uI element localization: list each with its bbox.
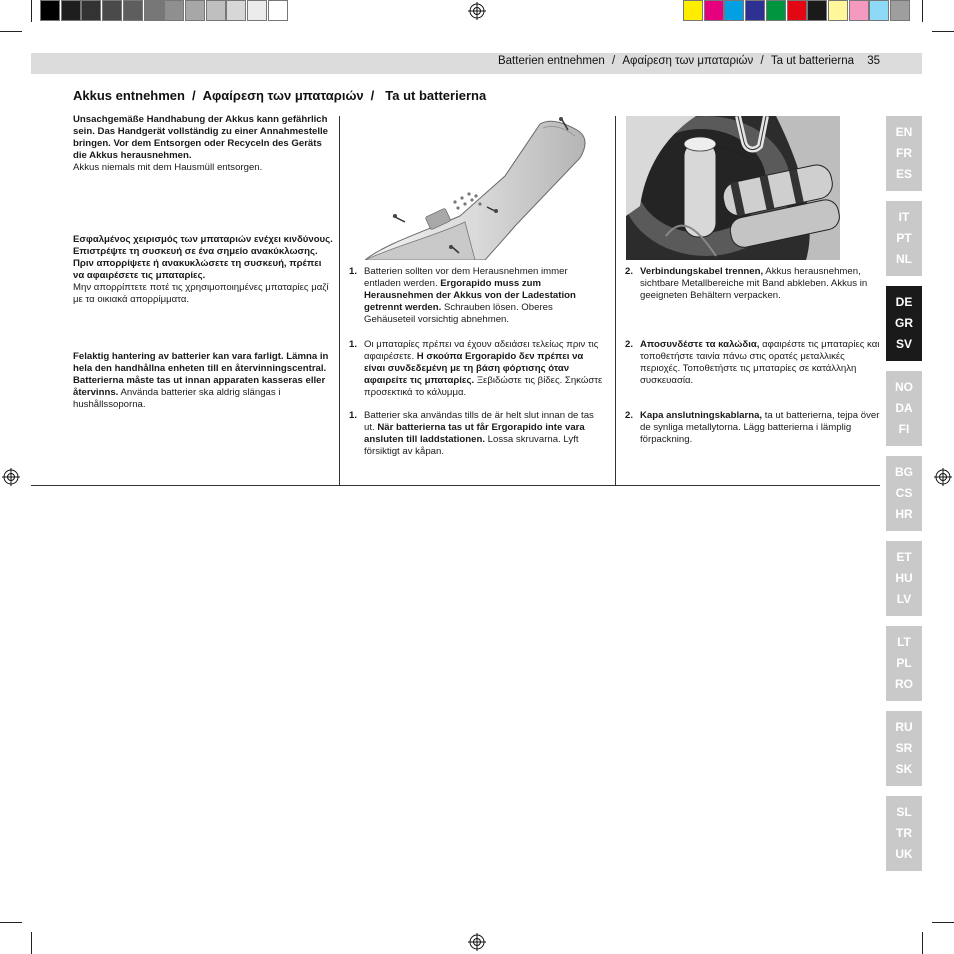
step-1-sv xyxy=(349,410,604,472)
language-tab-group[interactable] xyxy=(886,116,922,191)
grayscale-swatch xyxy=(185,0,205,21)
language-code-fi[interactable]: FI xyxy=(898,422,910,436)
grayscale-swatch xyxy=(102,0,122,21)
grayscale-swatch xyxy=(123,0,143,21)
step-text xyxy=(364,266,604,326)
language-code-lv[interactable]: LV xyxy=(896,592,912,606)
step-2-de xyxy=(625,266,883,328)
grayscale-swatch xyxy=(144,0,164,21)
step-text-normal: Schrauben lösen. Oberes Gehäuseteil vorsichtig abnehmen. xyxy=(364,302,553,325)
step-1-de xyxy=(349,266,604,328)
step-number: 2. xyxy=(625,266,634,277)
breadcrumb-sv: Ta ut batterierna xyxy=(770,55,854,67)
step-text-bold: Αποσυνδέστε τα καλώδια, xyxy=(640,339,760,350)
warning-gr-normal: Μην απορρίπτετε ποτέ τις χρησιμοποιημένες μπαταρίες μαζί με τα οικιακά απορρίμματα. xyxy=(73,282,329,305)
step-text-bold: Kapa anslutningskablarna, xyxy=(640,410,763,421)
warning-sv-normal: Använda batterier ska aldrig slängas i hushållssoporna. xyxy=(73,387,281,410)
step-number: 2. xyxy=(625,410,634,421)
language-code-it[interactable]: IT xyxy=(898,210,910,224)
breadcrumb-separator: / xyxy=(611,55,616,67)
step-text xyxy=(640,266,880,302)
language-code-sv[interactable]: SV xyxy=(895,337,912,351)
crop-mark xyxy=(0,922,22,923)
title-separator: / xyxy=(191,88,196,103)
step-number: 2. xyxy=(625,339,634,350)
step-text-normal: Οι μπαταρίες πρέπει να έχουν αδειάσει τελείως πριν τις αφαιρέσετε. xyxy=(364,339,599,362)
column-divider xyxy=(615,116,616,486)
crop-mark xyxy=(922,932,923,954)
registration-mark-icon xyxy=(934,468,952,486)
step-text-bold: Η σκούπα Ergorapido δεν πρέπει να είναι συνδεδεμένη με τη βάση φόρτισης όταν αφαιρείτε τις μπαταρίες. xyxy=(364,351,584,386)
warning-de xyxy=(73,114,335,174)
step-text-normal: αφαιρέστε τις μπαταρίες και τοποθετήστε ταινία πάνω στις ορατές μεταλλικές περιοχές. Τοποθετήστε τις μπαταρίες σε κατάλληλη συσκευασία. xyxy=(640,339,880,386)
step-number: 1. xyxy=(349,339,358,350)
step-text-normal: Batterier ska användas tills de är helt slut innan de tas ut. xyxy=(364,410,594,433)
step-2-sv xyxy=(625,410,883,472)
section-bottom-rule xyxy=(31,485,880,486)
illustration-unscrew-cover xyxy=(365,116,610,260)
language-code-pt[interactable]: PT xyxy=(896,231,912,245)
warning-de-bold: Unsachgemäße Handhabung der Akkus kann gefährlich sein. Das Handgerät vollständig zu einer Annahmestelle bringen. Vor dem Entsorgen oder Recyceln des Geräts die Akkus herausnehmen. xyxy=(73,114,329,161)
language-code-pl[interactable]: PL xyxy=(896,656,912,670)
language-code-hu[interactable]: HU xyxy=(895,571,913,585)
language-code-en[interactable]: EN xyxy=(895,125,913,139)
step-text-normal: Ξεβιδώστε τις βίδες. Σηκώστε προσεκτικά το κάλυμμα. xyxy=(364,375,603,398)
registration-mark-icon xyxy=(468,2,486,20)
step-text-normal: Akkus herausnehmen, sichtbare Metallbereiche mit Band abkleben. Akkus in geeigneten Behältern verpacken. xyxy=(640,266,868,301)
language-code-cs[interactable]: CS xyxy=(895,486,913,500)
grayscale-swatch xyxy=(206,0,226,21)
crop-mark xyxy=(31,932,32,954)
language-code-et[interactable]: ET xyxy=(896,550,912,564)
step-text-normal: Lossa skruvarna. Lyft försiktigt av kåpan. xyxy=(364,434,579,457)
language-code-da[interactable]: DA xyxy=(895,401,913,415)
section-title xyxy=(73,88,486,103)
breadcrumb-de: Batterien entnehmen xyxy=(497,55,605,67)
color-swatch xyxy=(724,0,744,21)
language-code-fr[interactable]: FR xyxy=(896,146,912,160)
color-swatch xyxy=(849,0,869,21)
section-title-gr: Αφαίρεση των μπαταριών xyxy=(202,88,364,103)
warning-gr-bold: Εσφαλμένος χειρισμός των μπαταριών ενέχει κινδύνους. Επιστρέψτε τη συσκευή σε ένα σημείο ανακύκλωσης. Πριν απορρίψετε ή ανακυκλώσετε τη συσκευή, πρέπει να αφαιρέσετε τις μπαταρίες. xyxy=(73,234,333,281)
language-code-ro[interactable]: RO xyxy=(895,677,913,691)
grayscale-swatch xyxy=(164,0,184,21)
language-code-uk[interactable]: UK xyxy=(895,847,913,861)
grayscale-swatch xyxy=(81,0,101,21)
language-tab-group[interactable] xyxy=(886,371,922,446)
language-code-no[interactable]: NO xyxy=(895,380,913,394)
step-text xyxy=(364,339,604,399)
color-swatch xyxy=(787,0,807,21)
title-separator: / xyxy=(370,88,375,103)
registration-mark-icon xyxy=(2,468,20,486)
language-tab-group[interactable] xyxy=(886,711,922,786)
column-divider xyxy=(339,116,340,486)
step-number: 1. xyxy=(349,266,358,277)
language-code-bg[interactable]: BG xyxy=(895,465,913,479)
grayscale-swatch xyxy=(226,0,246,21)
page-number: 35 xyxy=(867,55,880,67)
grayscale-swatch xyxy=(247,0,267,21)
running-header xyxy=(498,55,880,67)
language-code-hr[interactable]: HR xyxy=(895,507,913,521)
color-swatch xyxy=(828,0,848,21)
crop-mark xyxy=(0,31,22,32)
language-tab-group[interactable] xyxy=(886,541,922,616)
step-text-bold: Verbindungskabel trennen, xyxy=(640,266,764,277)
crop-mark xyxy=(932,31,954,32)
warning-de-normal: Akkus niemals mit dem Hausmüll entsorgen. xyxy=(73,162,263,173)
crop-mark xyxy=(922,0,923,22)
language-code-sr[interactable]: SR xyxy=(895,741,913,755)
grayscale-swatch xyxy=(40,0,60,21)
language-code-es[interactable]: ES xyxy=(895,167,912,181)
step-number: 1. xyxy=(349,410,358,421)
language-code-sk[interactable]: SK xyxy=(895,762,913,776)
step-2-gr xyxy=(625,339,883,401)
language-code-lt[interactable]: LT xyxy=(897,635,911,649)
language-tab-group[interactable] xyxy=(886,796,922,871)
step-text xyxy=(364,410,604,458)
color-swatch xyxy=(683,0,703,21)
breadcrumb-gr: Αφαίρεση των μπαταριών xyxy=(622,55,754,67)
step-text-normal: Batterien sollten vor dem Herausnehmen immer entladen werden. xyxy=(364,266,568,289)
warning-sv xyxy=(73,351,335,411)
language-code-nl[interactable]: NL xyxy=(896,252,912,266)
language-code-tr[interactable]: TR xyxy=(896,826,912,840)
language-code-ru[interactable]: RU xyxy=(895,720,913,734)
language-tab-group[interactable] xyxy=(886,201,922,276)
color-swatch xyxy=(807,0,827,21)
language-code-gr[interactable]: GR xyxy=(895,316,913,330)
language-tab-group[interactable] xyxy=(886,626,922,701)
crop-mark xyxy=(31,0,32,22)
step-1-gr xyxy=(349,339,604,401)
crop-mark xyxy=(932,922,954,923)
step-text xyxy=(640,410,880,446)
color-swatch xyxy=(869,0,889,21)
color-swatch xyxy=(766,0,786,21)
step-text-bold: Ergorapido muss zum Herausnehmen der Akkus von der Ladestation getrennt werden. xyxy=(364,278,576,313)
section-title-sv: Ta ut batterierna xyxy=(385,88,487,103)
step-text-bold: När batterierna tas ut får Ergorapido inte vara ansluten till laddstationen. xyxy=(364,422,585,445)
language-tab-group[interactable] xyxy=(886,456,922,531)
language-code-de[interactable]: DE xyxy=(895,295,913,309)
color-swatch xyxy=(890,0,910,21)
step-text-normal: ta ut batterierna, tejpa över de synliga metallytorna. Lägg batterierna i lämplig förpackning. xyxy=(640,410,880,445)
language-code-sl[interactable]: SL xyxy=(896,805,912,819)
step-text xyxy=(640,339,880,387)
registration-mark-icon xyxy=(468,933,486,951)
section-title-de: Akkus entnehmen xyxy=(73,88,185,103)
language-tab-group[interactable] xyxy=(886,286,922,361)
color-swatch xyxy=(745,0,765,21)
illustration-cut-cables xyxy=(626,116,840,260)
grayscale-swatch xyxy=(61,0,81,21)
color-swatch xyxy=(704,0,724,21)
grayscale-swatch xyxy=(268,0,288,21)
breadcrumb-separator: / xyxy=(760,55,764,67)
warning-gr xyxy=(73,234,335,306)
warning-sv-bold: Felaktig hantering av batterier kan vara farligt. Lämna in hela den handhållna enheten till en återvinningscentral. Batterierna måste tas ut innan apparaten kasseras eller återvinns. xyxy=(73,351,329,398)
